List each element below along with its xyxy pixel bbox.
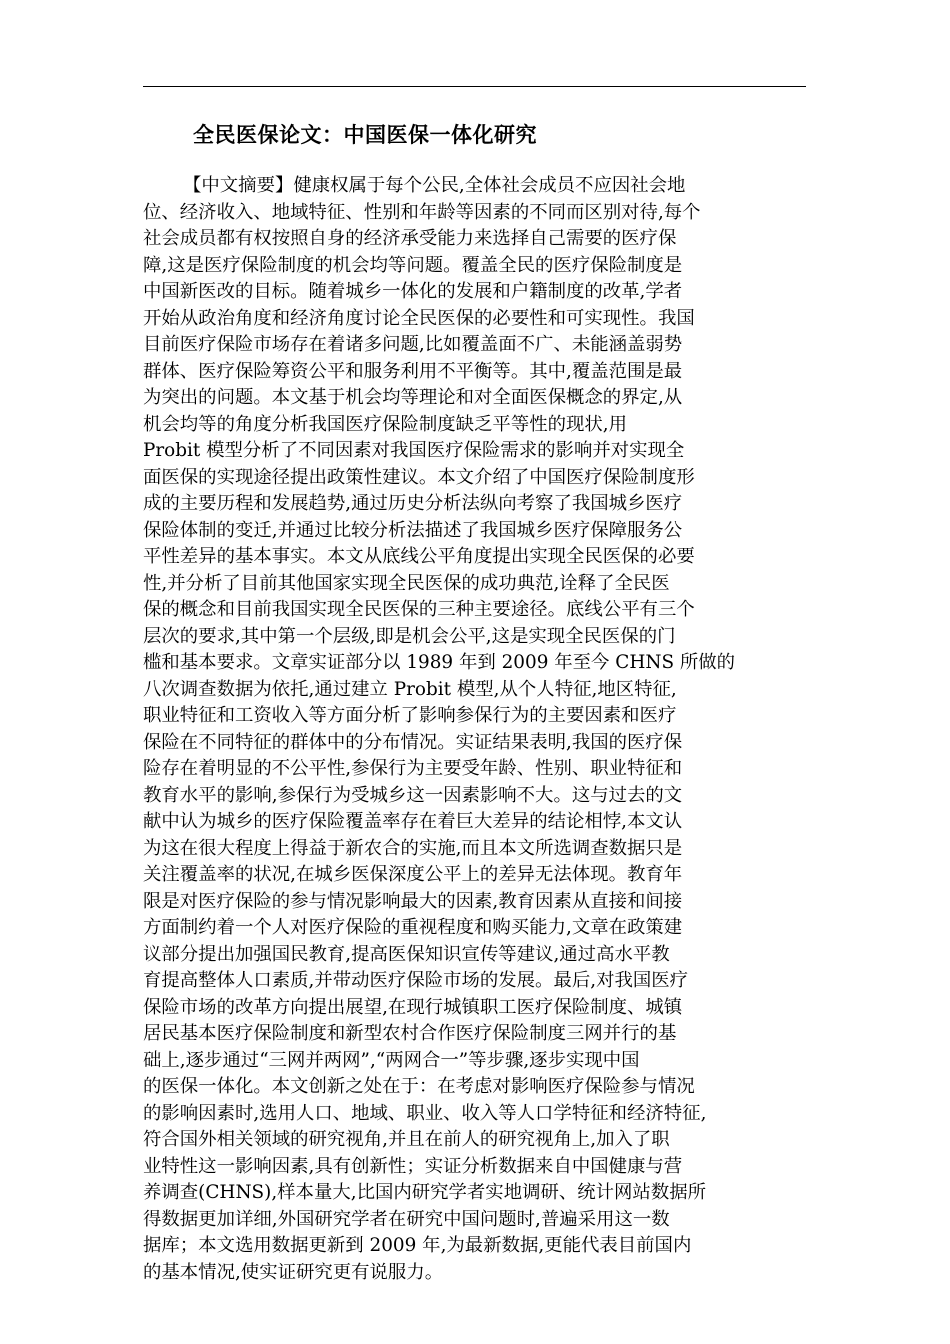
abstract-line: 槛和基本要求。文章实证部分以 1989 年到 2009 年至今 CHNS 所做的 [143,652,736,673]
abstract-line: 议部分提出加强国民教育,提高医保知识宣传等建议,通过高水平教 [143,943,670,965]
abstract-line: 关注覆盖率的状况,在城乡医保深度公平上的差异无法体现。教育年 [143,864,683,885]
abstract-line: 为突出的问题。本文基于机会均等理论和对全面医保概念的界定,从 [143,387,683,408]
document-title: 全民医保论文：中国医保一体化研究 [193,123,537,147]
abstract-line: 献中认为城乡的医疗保险覆盖率存在着巨大差异的结论相悖,本文认 [143,811,683,832]
abstract-line: Probit 模型分析了不同因素对我国医疗保险需求的影响并对实现全 [143,440,685,461]
abstract-line: 八次调查数据为依托,通过建立 Probit 模型,从个人特征,地区特征, [143,678,677,700]
abstract-line: 目前医疗保险市场存在着诸多问题,比如覆盖面不广、未能涵盖弱势 [143,334,683,355]
abstract-line: 为这在很大程度上得益于新农合的实施,而且本文所选调查数据只是 [143,837,683,859]
abstract-line: 业特性这一影响因素,具有创新性；实证分析数据来自中国健康与营 [143,1155,683,1177]
abstract-line: 育提高整体人口素质,并带动医疗保险市场的发展。最后,对我国医疗 [143,970,689,991]
abstract-line: 符合国外相关领域的研究视角,并且在前人的研究视角上,加入了职 [143,1129,670,1150]
abstract-line: 据库；本文选用数据更新到 2009 年,为最新数据,更能代表目前国内 [143,1235,692,1256]
abstract-line: 保的概念和目前我国实现全民医保的三种主要途径。底线公平有三个 [143,599,695,620]
abstract-line: 位、经济收入、地域特征、性别和年龄等因素的不同而区别对待,每个 [143,201,701,223]
abstract-line: 的医保一体化。本文创新之处在于：在考虑对影响医疗保险参与情况 [143,1076,695,1097]
abstract-line: 保险体制的变迁,并通过比较分析法描述了我国城乡医疗保障服务公 [143,519,683,541]
abstract-line: 性,并分析了目前其他国家实现全民医保的成功典范,诠释了全民医 [143,572,670,594]
abstract-line: 限是对医疗保险的参与情况影响最大的因素,教育因素从直接和间接 [143,890,683,912]
abstract-line: 中国新医改的目标。随着城乡一体化的发展和户籍制度的改革,学者 [143,281,683,302]
abstract-line: 平性差异的基本事实。本文从底线公平角度提出实现全民医保的必要 [143,546,695,567]
abstract-line: 开始从政治角度和经济角度讨论全民医保的必要性和可实现性。我国 [143,307,695,329]
abstract-line: 础上,逐步通过“三网并两网”,“两网合一”等步骤,逐步实现中国 [143,1049,640,1071]
abstract-line: 机会均等的角度分析我国医疗保险制度缺乏平等性的现状,用 [143,413,628,435]
abstract-line: 保险市场的改革方向提出展望,在现行城镇职工医疗保险制度、城镇 [143,996,683,1018]
abstract-line: 养调查(CHNS),样本量大,比国内研究学者实地调研、统计网站数据所 [143,1182,706,1203]
abstract-line: 层次的要求,其中第一个层级,即是机会公平,这是实现全民医保的门 [143,625,676,647]
abstract-line: 【中文摘要】健康权属于每个公民,全体社会成员不应因社会地 [183,175,686,196]
abstract-line: 面医保的实现途径提出政策性建议。本文介绍了中国医疗保险制度形 [143,466,695,488]
abstract-line: 保险在不同特征的群体中的分布情况。实证结果表明,我国的医疗保 [143,731,683,753]
abstract-line: 险存在着明显的不公平性,参保行为主要受年龄、性别、职业特征和 [143,758,683,779]
abstract-line: 得数据更加详细,外国研究学者在研究中国问题时,普遍采用这一数 [143,1208,670,1230]
abstract-line: 成的主要历程和发展趋势,通过历史分析法纵向考察了我国城乡医疗 [143,493,683,514]
abstract-line: 方面制约着一个人对医疗保险的重视程度和购买能力,文章在政策建 [143,917,683,938]
abstract-line: 的基本情况,使实证研究更有说服力。 [143,1261,444,1283]
abstract-line: 社会成员都有权按照自身的经济承受能力来选择自己需要的医疗保 [143,228,677,249]
abstract-line: 教育水平的影响,参保行为受城乡这一因素影响不大。这与过去的文 [143,784,683,806]
abstract-line: 居民基本医疗保险制度和新型农村合作医疗保险制度三网并行的基 [143,1023,677,1044]
abstract-body [143,173,815,1286]
abstract-line: 障,这是医疗保险制度的机会均等问题。覆盖全民的医疗保险制度是 [143,254,683,276]
abstract-line: 群体、医疗保险筹资公平和服务利用不平衡等。其中,覆盖范围是最 [143,360,683,382]
abstract-line: 的影响因素时,选用人口、地域、职业、收入等人口学特征和经济特征, [143,1102,707,1124]
abstract-line: 职业特征和工资收入等方面分析了影响参保行为的主要因素和医疗 [143,705,677,726]
header-rule [143,86,806,87]
